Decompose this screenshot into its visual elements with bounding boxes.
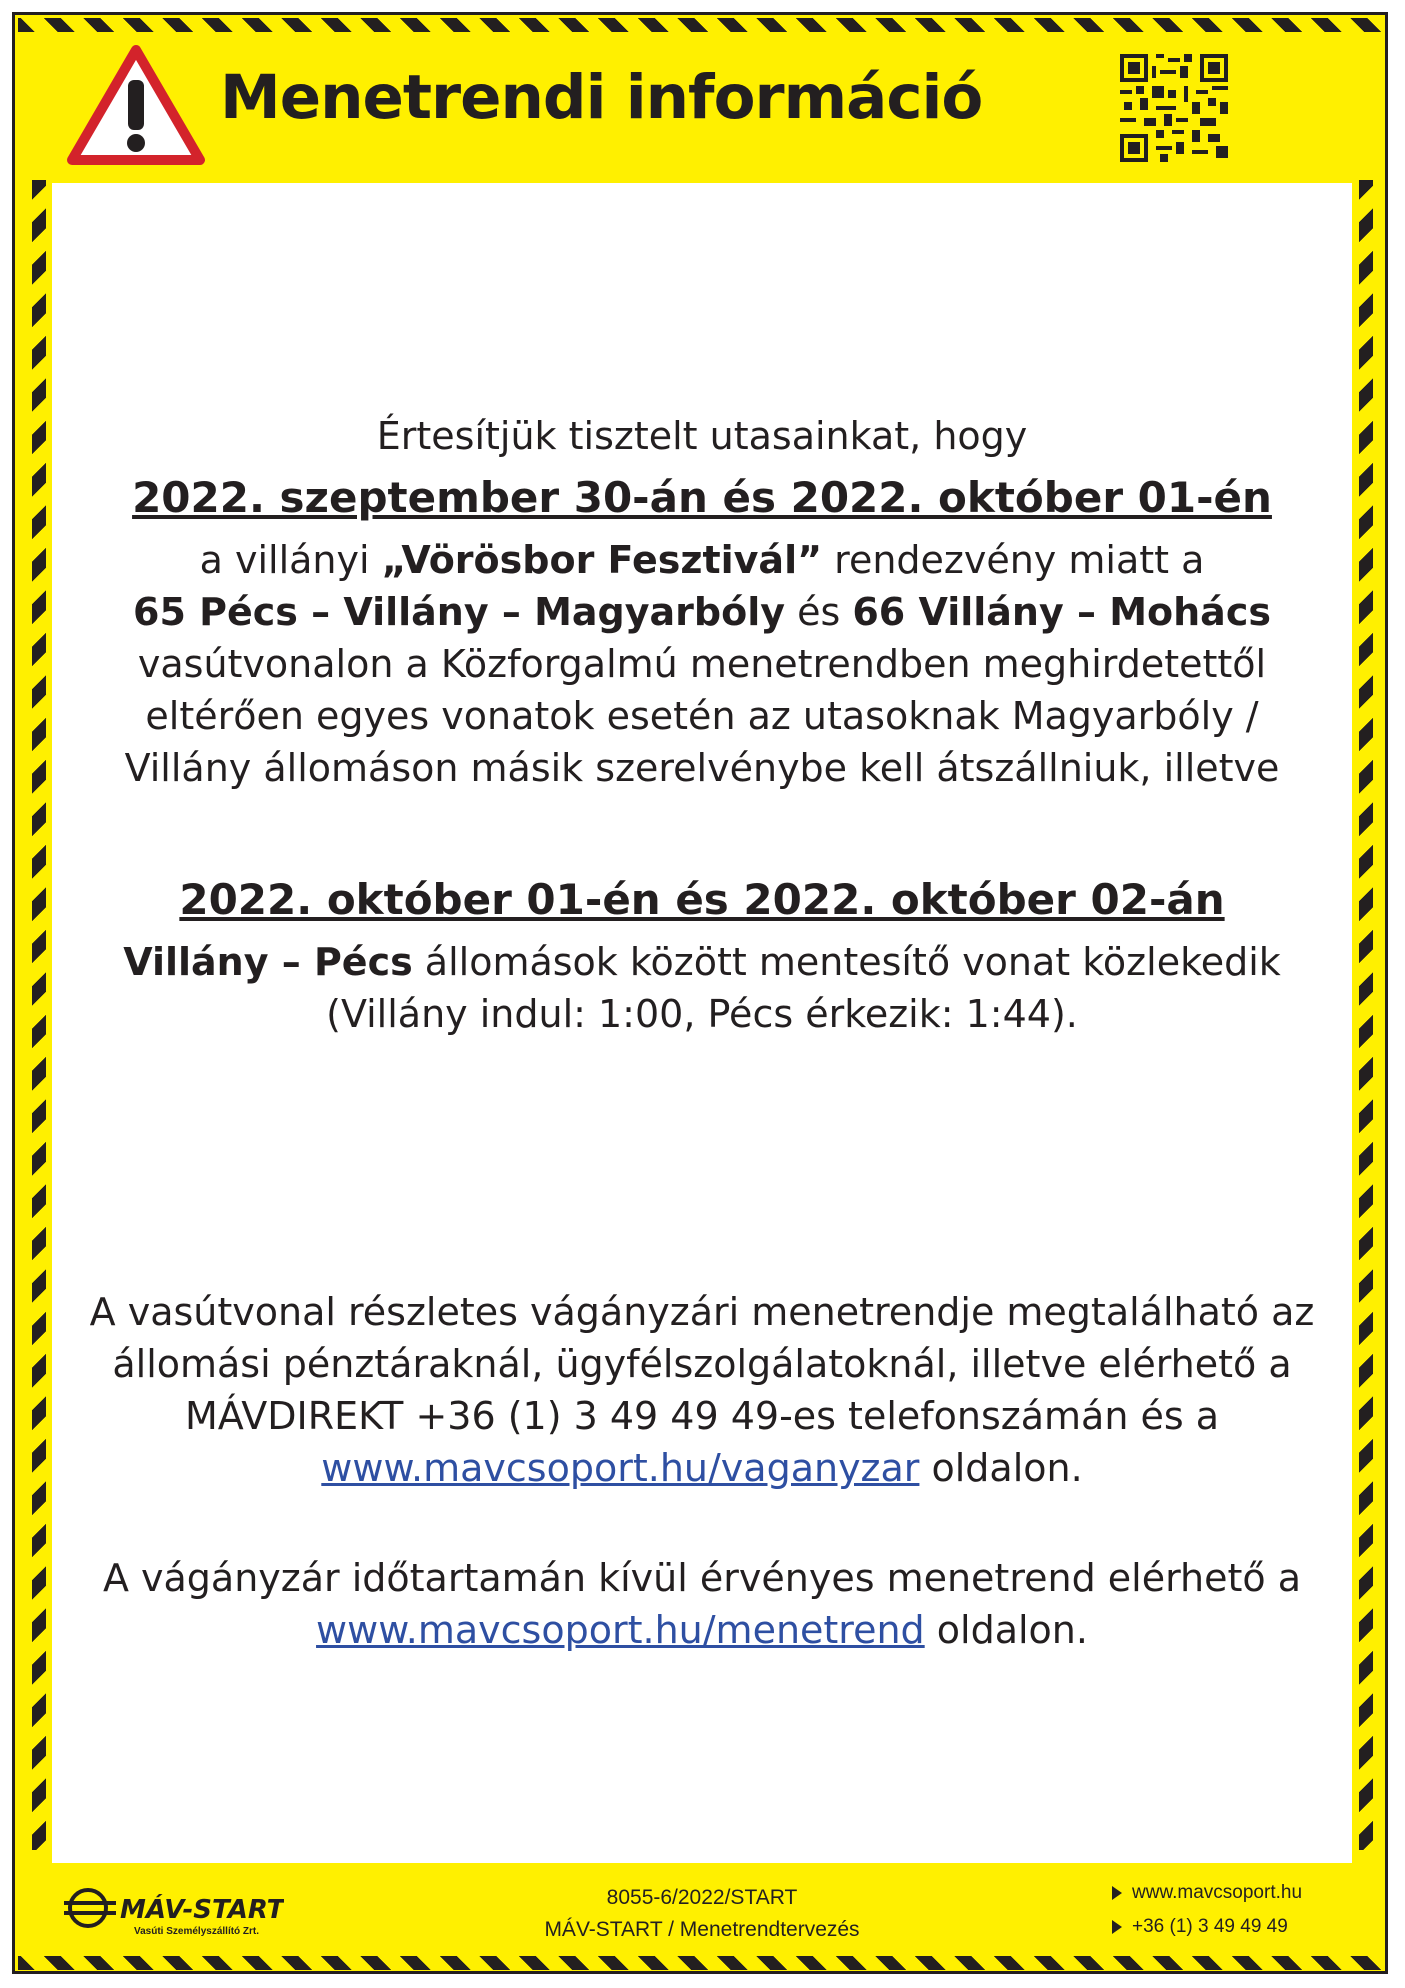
info-line-1: A vasútvonal részletes vágányzári menetrendje megtalálható az xyxy=(89,1290,1315,1334)
reference-block xyxy=(452,1882,952,1946)
phone-contact[interactable]: +36 (1) 3 49 49 49 xyxy=(1112,1910,1302,1944)
poster-header xyxy=(52,36,1352,182)
vaganyzar-link[interactable]: www.mavcsoport.hu/vaganyzar xyxy=(321,1446,920,1490)
hazard-stripes-bottom xyxy=(18,1956,1382,1970)
warning-triangle-icon xyxy=(66,44,206,168)
date-range-1: 2022. szeptember 30-án és 2022. október 01-én xyxy=(132,473,1272,522)
hazard-stripes-right xyxy=(1359,180,1373,1850)
relief-train-line: Villány – Pécs állomások között mentesítő vonat közlekedik xyxy=(123,940,1281,984)
hazard-stripes-left xyxy=(32,180,46,1850)
festival-line: a villányi „Vörösbor Fesztivál” rendezvény miatt a xyxy=(199,538,1205,582)
menetrend-link[interactable]: www.mavcsoport.hu/menetrend xyxy=(316,1608,925,1652)
date-range-2: 2022. október 01-én és 2022. október 02-án xyxy=(179,875,1225,924)
hazard-stripes-top xyxy=(18,18,1382,32)
poster-footer xyxy=(52,1866,1352,1956)
department-name: MÁV-START / Menetrendtervezés xyxy=(544,1918,860,1941)
info-line-4: www.mavcsoport.hu/vaganyzar oldalon. xyxy=(321,1446,1083,1490)
body-line-5: Villány állomáson másik szerelvénybe kell átszállniuk, illetve xyxy=(124,746,1280,790)
arrow-right-icon xyxy=(1112,1920,1122,1934)
mav-start-logo xyxy=(64,1884,284,1944)
intro-text: Értesítjük tisztelt utasainkat, hogy xyxy=(376,414,1028,458)
info-line-3: MÁVDIREKT +36 (1) 3 49 49 49-es telefonszámán és a xyxy=(184,1394,1220,1438)
qr-code-icon[interactable] xyxy=(1120,54,1228,162)
contact-list xyxy=(1112,1876,1302,1944)
logo-subtitle: Vasúti Személyszállító Zrt. xyxy=(134,1926,260,1937)
relief-train-times: (Villány indul: 1:00, Pécs érkezik: 1:44). xyxy=(326,992,1078,1036)
reference-number: 8055-6/2022/START xyxy=(606,1886,798,1909)
body-line-3: vasútvonalon a Közforgalmú menetrendben meghirdetettől xyxy=(137,642,1267,686)
routes-line: 65 Pécs – Villány – Magyarbóly és 66 Villány – Mohács xyxy=(133,590,1271,634)
notice-content xyxy=(52,410,1352,1656)
info-line-2: állomási pénztáraknál, ügyfélszolgálatoknál, illetve elérhető a xyxy=(112,1342,1292,1386)
logo-text: MÁV-START xyxy=(120,1895,284,1925)
info-line-6: www.mavcsoport.hu/menetrend oldalon. xyxy=(316,1608,1088,1652)
info-line-5: A vágányzár időtartamán kívül érvényes menetrend elérhető a xyxy=(102,1556,1302,1600)
arrow-right-icon xyxy=(1112,1886,1122,1900)
body-line-4: eltérően egyes vonatok esetén az utasoknak Magyarbóly / xyxy=(145,694,1259,738)
website-contact[interactable]: www.mavcsoport.hu xyxy=(1112,1876,1302,1910)
page-title: Menetrendi információ xyxy=(220,62,983,133)
